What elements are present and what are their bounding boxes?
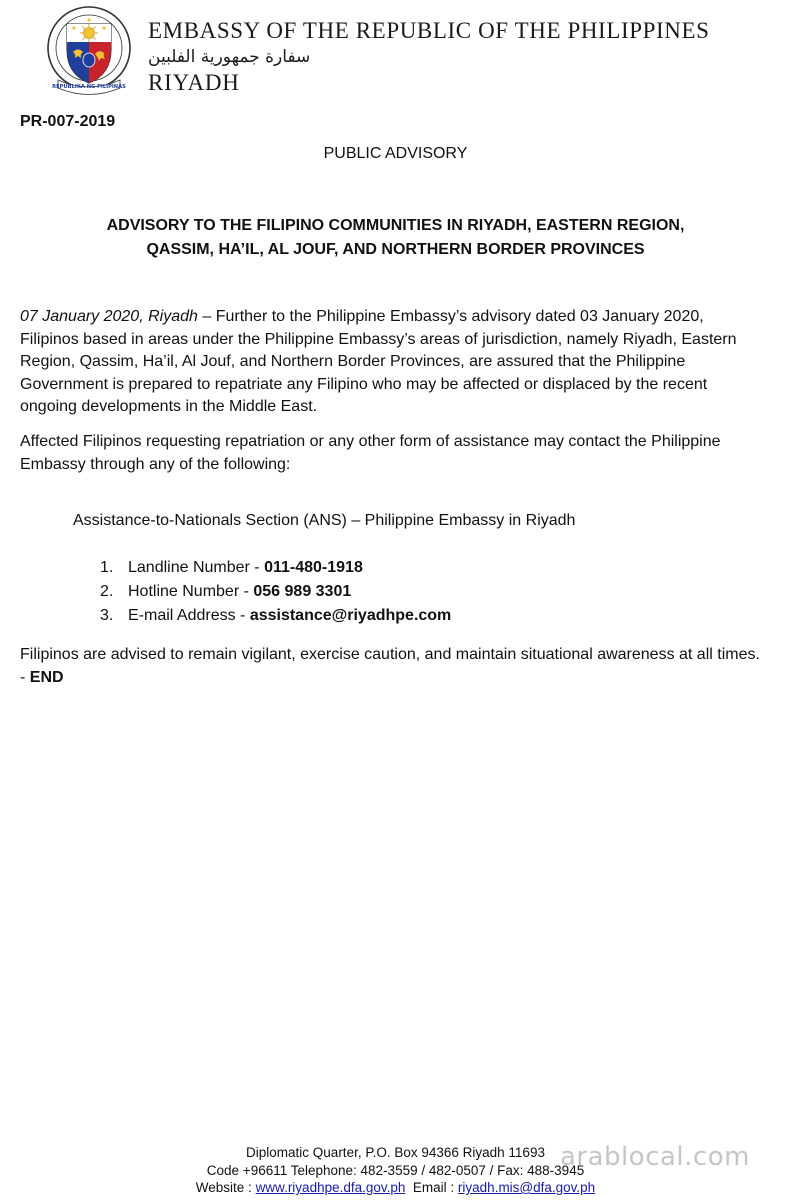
philippine-seal-icon [44, 4, 134, 96]
paragraph-intro [20, 306, 760, 419]
website-label: Website : [195, 1180, 256, 1195]
embassy-name-arabic: سفارة جمهورية الفلبين [148, 47, 311, 67]
end-marker: END [29, 668, 64, 686]
email-address[interactable]: assistance@riyadhpe.com [249, 607, 452, 624]
closing-text: Filipinos are advised to remain vigilant, exercise caution, and maintain situational awareness at all times. - [20, 646, 760, 686]
email-link[interactable]: riyadh.mis@dfa.gov.ph [457, 1180, 596, 1195]
ans-section-title: Assistance-to-Nationals Section (ANS) – Philippine Embassy in Riyadh [73, 512, 576, 529]
website-link[interactable]: www.riyadhpe.dfa.gov.ph [255, 1180, 406, 1195]
advisory-heading [40, 214, 751, 262]
watermark: arablocal.com [560, 1142, 750, 1172]
dateline-dash: – [197, 308, 216, 325]
embassy-name: EMBASSY OF THE REPUBLIC OF THE PHILIPPINES [148, 18, 710, 43]
footer-phone: Code +96611 Telephone: 482-3559 / 482-0507 / Fax: 488-3945 [206, 1162, 585, 1178]
list-number: 1. [100, 559, 114, 576]
hotline-number[interactable]: 056 989 3301 [253, 583, 352, 600]
svg-text:REPUBLIKA NG PILIPINAS: REPUBLIKA NG PILIPINAS [52, 84, 126, 90]
list-number: 3. [100, 607, 114, 624]
paragraph-closing [20, 644, 760, 689]
list-item [100, 605, 451, 629]
landline-number[interactable]: 011-480-1918 [264, 559, 363, 576]
heading-line-2: QASSIM, HA’IL, AL JOUF, AND NORTHERN BORDER PROVINCES [146, 241, 645, 258]
document-type: PUBLIC ADVISORY [323, 145, 468, 162]
contact-list [100, 557, 451, 629]
footer-address: Diplomatic Quarter, P.O. Box 94366 Riyadh 11693 [246, 1145, 545, 1160]
heading-line-1: ADVISORY TO THE FILIPINO COMMUNITIES IN RIYADH, EASTERN REGION, [106, 217, 685, 234]
contact-label: Landline Number - [128, 559, 265, 576]
dateline: 07 January 2020, Riyadh [20, 308, 198, 325]
paragraph-contact-info: Affected Filipinos requesting repatriation or any other form of assistance may contact the Philippine Embassy through any of the following: [20, 433, 721, 473]
footer-links [0, 1179, 791, 1197]
embassy-city: RIYADH [148, 70, 240, 95]
email-label: Email : [405, 1180, 458, 1195]
contact-label: Hotline Number - [128, 583, 254, 600]
list-item [100, 557, 451, 581]
reference-number: PR-007-2019 [20, 113, 116, 130]
contact-label: E-mail Address - [128, 607, 250, 624]
paragraph-intro-body: Further to the Philippine Embassy’s advisory dated 03 January 2020, Filipinos based in areas under the Philippine Embassy’s areas of jurisdiction, namely Riyadh, Eastern Region, Qassim, Ha’il, Al Jouf, and Northern Border Provinces, are assured that the Philippine Government is prepared to repatriate any Filipino who may be affected or displaced by the recent ongoing developments in the Middle East. [20, 308, 737, 415]
list-item [100, 581, 451, 605]
list-number: 2. [100, 583, 114, 600]
